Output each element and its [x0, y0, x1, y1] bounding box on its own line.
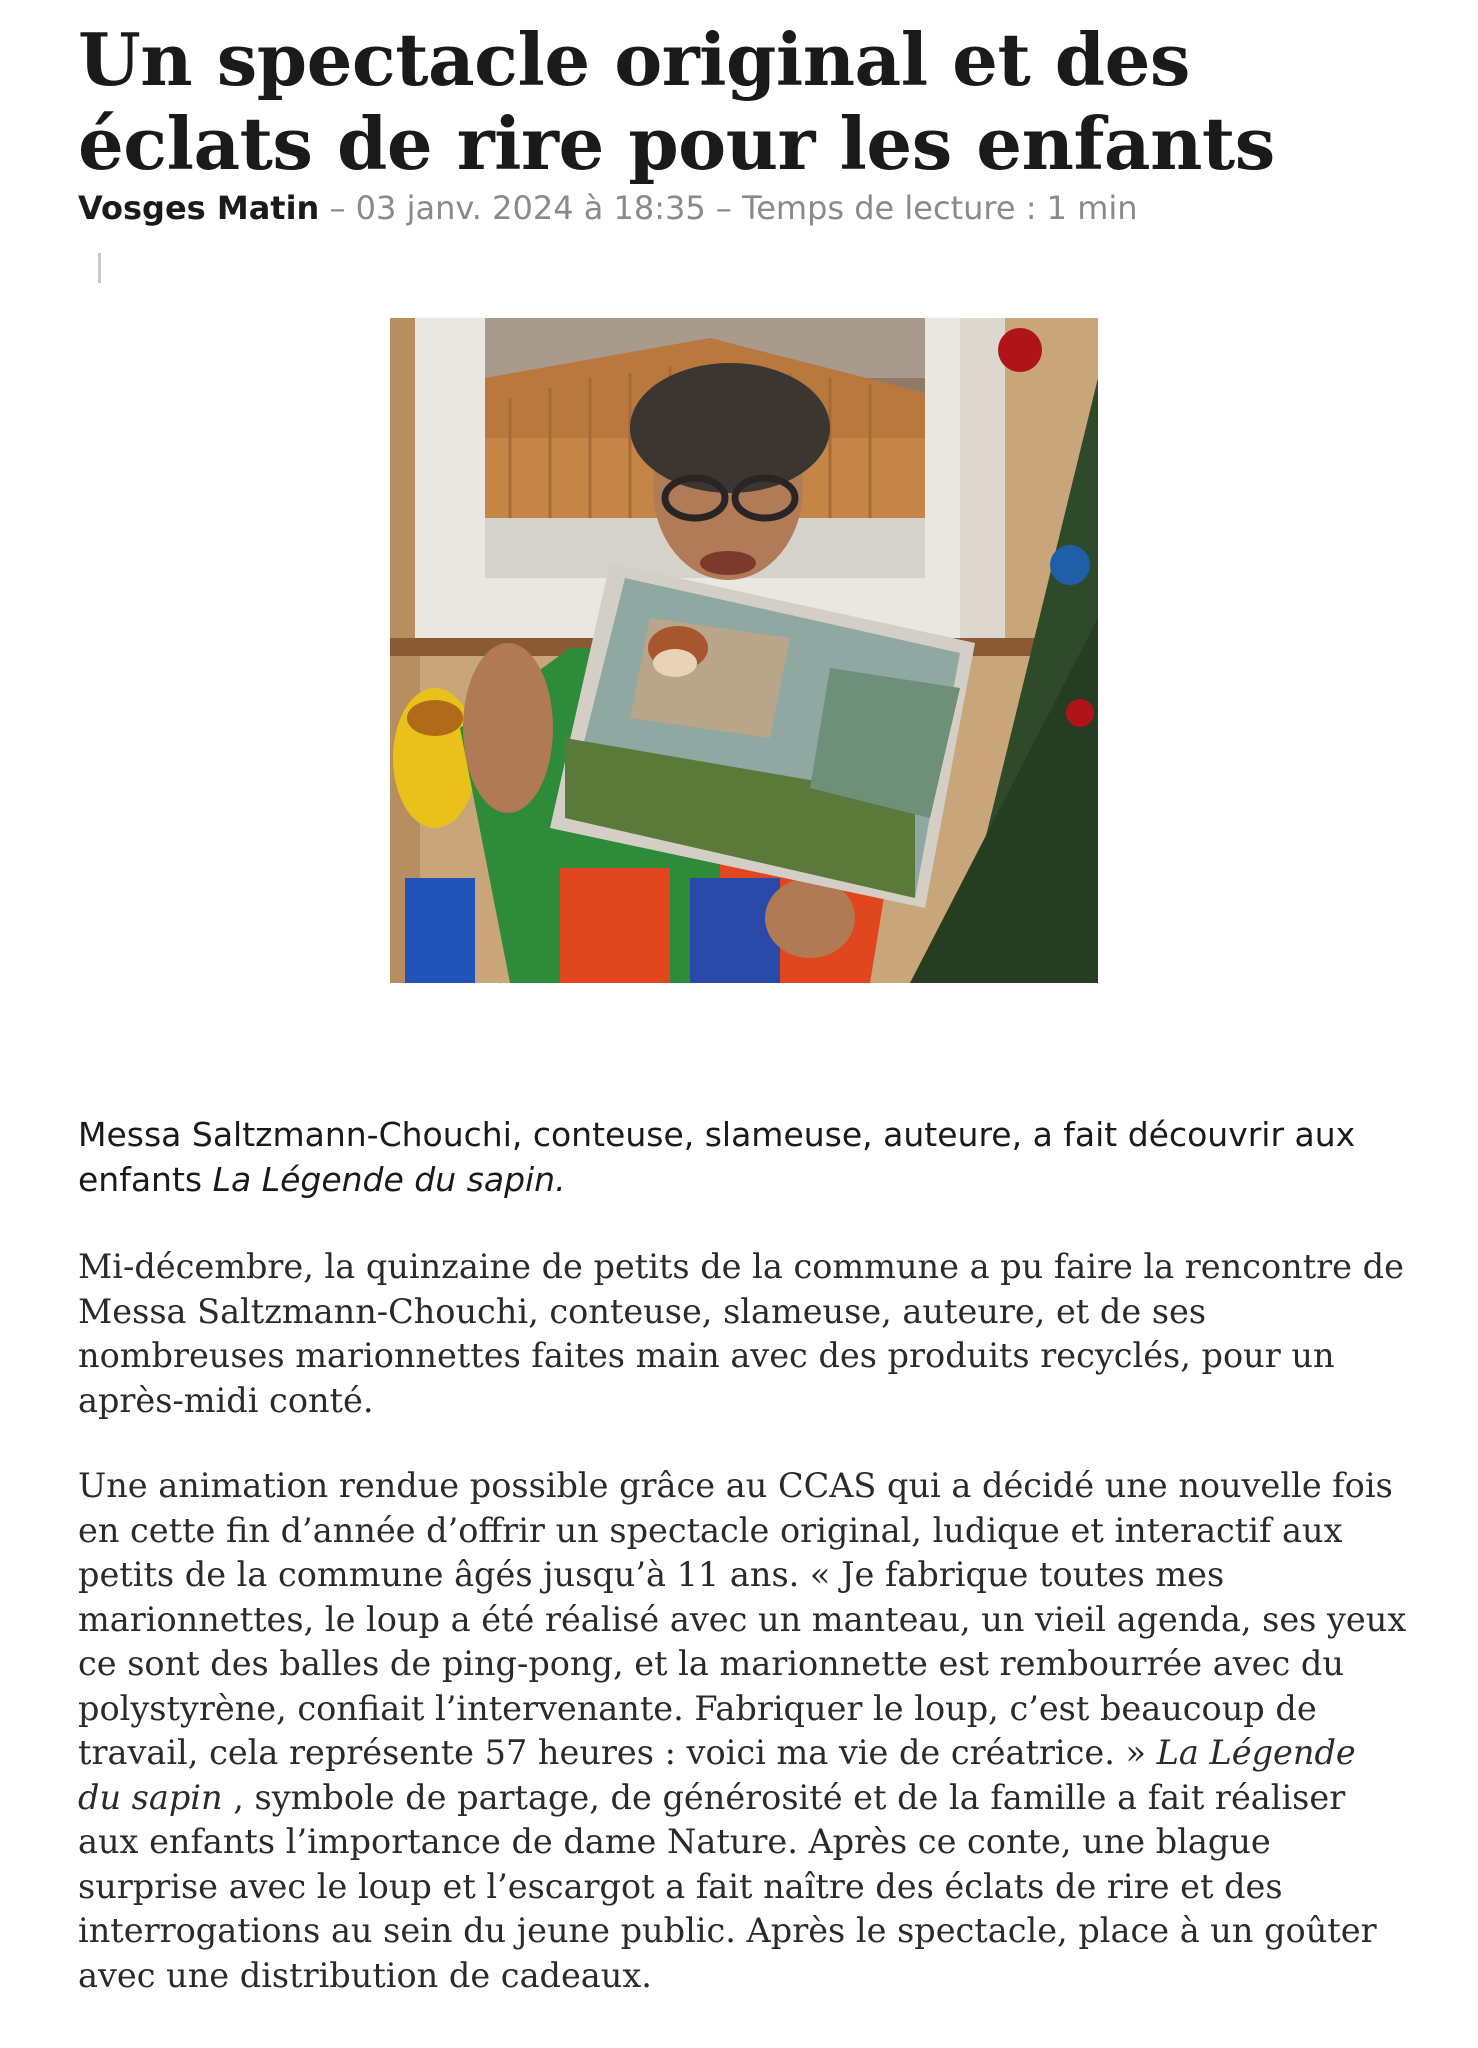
article-title: Un spectacle original et des éclats de rire pour les enfants: [78, 17, 1275, 186]
article-meta: [78, 188, 1408, 228]
paragraph-2-text-b: , symbole de partage, de générosité et de la famille a fait réaliser aux enfants l’importance de dame Nature. Après ce conte, une blague surprise avec le loup et l’escargot a fait naître des éclats de rire et des interrogations au sein du jeune public. Après le spectacle, place à un goûter avec une distribution de cadeaux.: [78, 1777, 1377, 1995]
divider-bar: [98, 253, 101, 283]
article-photo[interactable]: [390, 318, 1098, 983]
lead-text: Messa Saltzmann-Chouchi, conteuse, slameuse, auteure, a fait découvrir aux enfants: [78, 1115, 1356, 1199]
article-lead: [78, 1112, 1408, 1202]
source-name[interactable]: Vosges Matin: [78, 189, 320, 227]
article-paragraph-1: Mi-décembre, la quinzaine de petits de la commune a pu faire la rencontre de Messa Saltzmann-Chouchi, conteuse, slameuse, auteure, et de ses nombreuses marionnettes faites main avec des produits recyclés, pour un après-midi conté.: [78, 1247, 1404, 1420]
meta-date-readtime: – 03 janv. 2024 à 18:35 – Temps de lecture : 1 min: [319, 189, 1138, 227]
article-paragraph-2: [78, 1464, 1408, 1998]
lead-book-title: La Légende du sapin.: [212, 1160, 566, 1199]
paragraph-2-book-title: La Légende du sapin: [78, 1733, 1356, 1817]
paragraph-2-text-a: Une animation rendue possible grâce au CCAS qui a décidé une nouvelle fois en cette fin d’année d’offrir un spectacle original, ludique et interactif aux petits de la commune âgés jusqu’à 11 ans. « Je fabrique toutes mes marionnettes, le loup a été réalisé avec un manteau, un vieil agenda, ses yeux ce sont des balles de ping-pong, et la marionnette est rembourrée avec du polystyrène, confiait l’intervenante. Fabriquer le loup, c’est beaucoup de travail, cela représente 57 heures : voici ma vie de créatrice. »: [78, 1466, 1407, 1772]
article: [78, 0, 1408, 228]
